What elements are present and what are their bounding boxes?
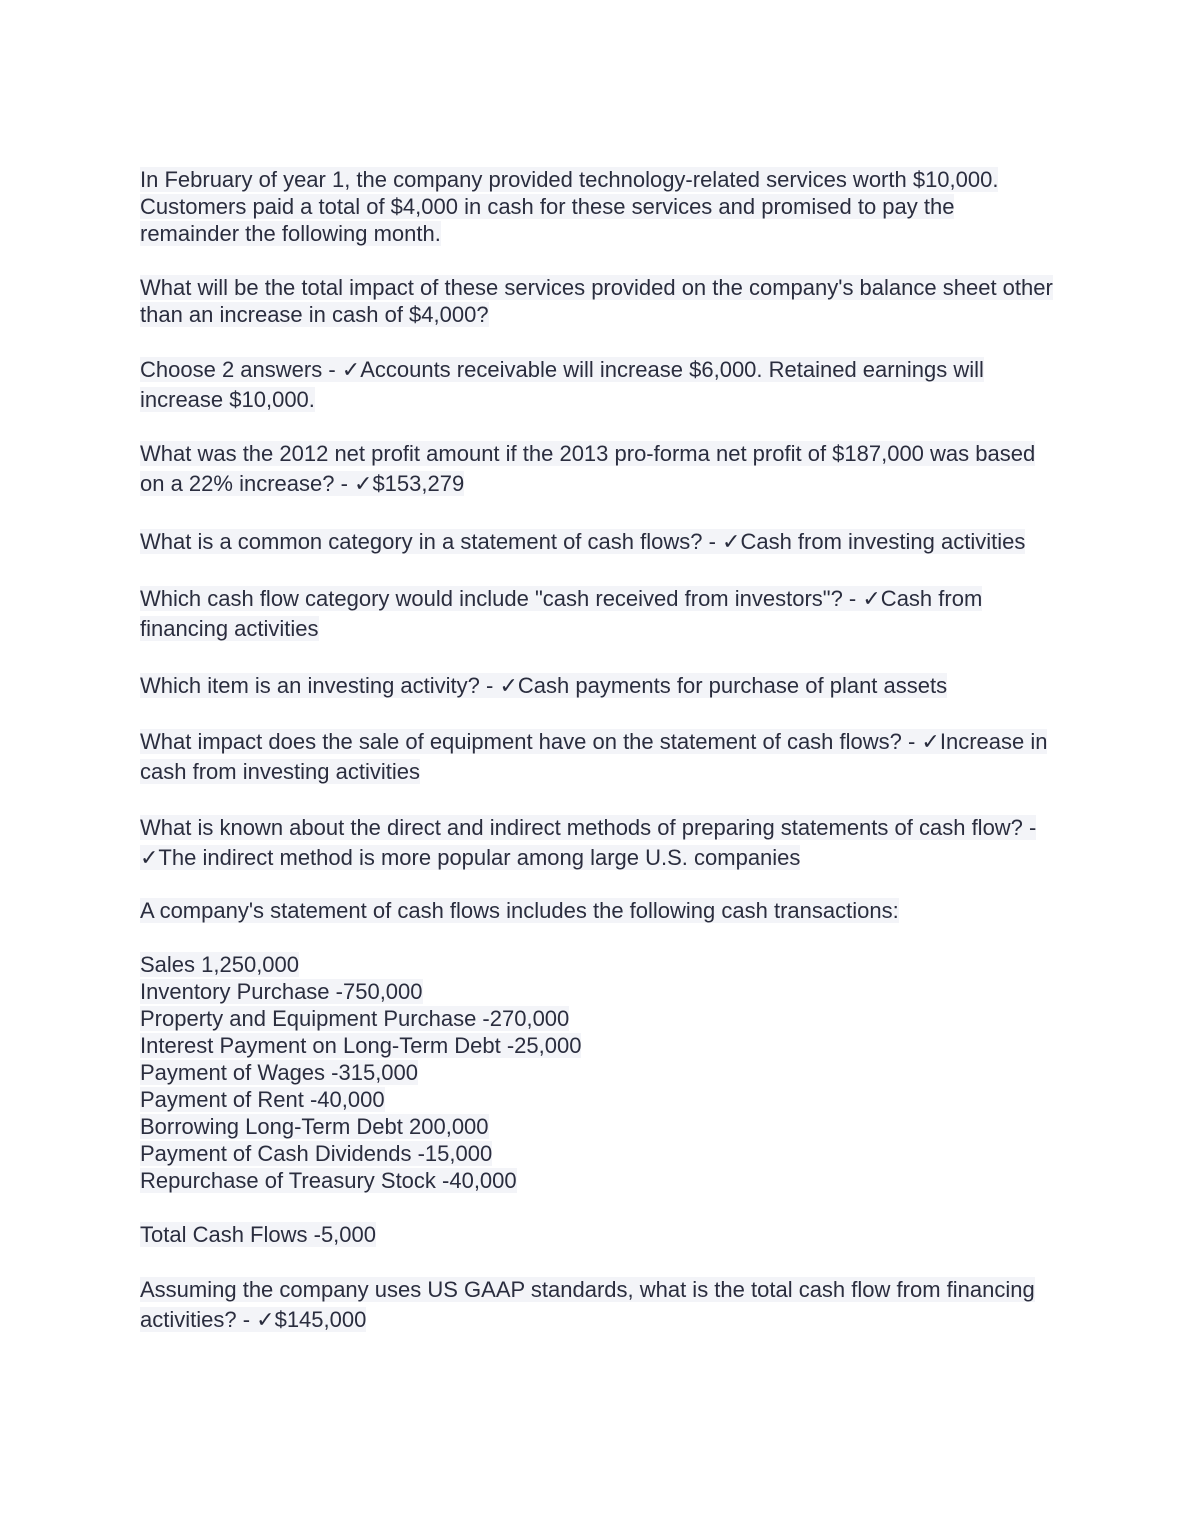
qa-cash-flow-category <box>140 527 1055 557</box>
question-balance-sheet <box>140 274 1055 328</box>
qa-direct-indirect <box>140 813 1055 873</box>
qa-text: Which cash flow category would include "cash received from investors"? - ✓Cash from financing activities <box>140 586 983 641</box>
document-page <box>140 166 1055 1362</box>
answer-balance-sheet <box>140 355 1055 415</box>
transactions-intro-text: A company's statement of cash flows includes the following cash transactions: <box>140 898 899 923</box>
list-item: Payment of Rent -40,000 <box>140 1087 385 1112</box>
transactions-intro <box>140 897 1055 924</box>
qa-investors <box>140 584 1055 644</box>
list-item: Payment of Wages -315,000 <box>140 1060 419 1085</box>
qa-text: Which item is an investing activity? - ✓Cash payments for purchase of plant assets <box>140 673 948 698</box>
transactions-list <box>140 951 1055 1194</box>
qa-investing-activity <box>140 671 1055 701</box>
list-item: Property and Equipment Purchase -270,000 <box>140 1006 570 1031</box>
list-item: Repurchase of Treasury Stock -40,000 <box>140 1168 517 1193</box>
list-item: Payment of Cash Dividends -15,000 <box>140 1141 493 1166</box>
list-item: Borrowing Long-Term Debt 200,000 <box>140 1114 489 1139</box>
answer-text: Choose 2 answers - ✓Accounts receivable will increase $6,000. Retained earnings will increase $10,000. <box>140 357 984 412</box>
intro-text: In February of year 1, the company provided technology-related services worth $10,000. Customers paid a total of $4,000 in cash for these services and promised to pay the remainder the following month. <box>140 167 999 246</box>
list-item: Inventory Purchase -750,000 <box>140 979 423 1004</box>
qa-text: What is a common category in a statement of cash flows? - ✓Cash from investing activities <box>140 529 1026 554</box>
qa-net-profit <box>140 439 1055 499</box>
list-item: Interest Payment on Long-Term Debt -25,000 <box>140 1033 582 1058</box>
qa-financing-total <box>140 1275 1055 1335</box>
qa-sale-of-equipment <box>140 727 1055 787</box>
qa-text: Assuming the company uses US GAAP standards, what is the total cash flow from financing activities? - ✓$145,000 <box>140 1277 1035 1332</box>
total-cash-flows <box>140 1221 1055 1248</box>
intro-paragraph <box>140 166 1055 247</box>
total-text: Total Cash Flows -5,000 <box>140 1222 376 1247</box>
list-item: Sales 1,250,000 <box>140 952 300 977</box>
qa-text: What impact does the sale of equipment have on the statement of cash flows? - ✓Increase in cash from investing activities <box>140 729 1048 784</box>
qa-text: What is known about the direct and indirect methods of preparing statements of cash flow? - ✓The indirect method is more popular among large U.S. companies <box>140 815 1037 870</box>
qa-text: What was the 2012 net profit amount if the 2013 pro-forma net profit of $187,000 was based on a 22% increase? - ✓$153,279 <box>140 441 1036 496</box>
question-text: What will be the total impact of these services provided on the company's balance sheet other than an increase in cash of $4,000? <box>140 275 1053 327</box>
